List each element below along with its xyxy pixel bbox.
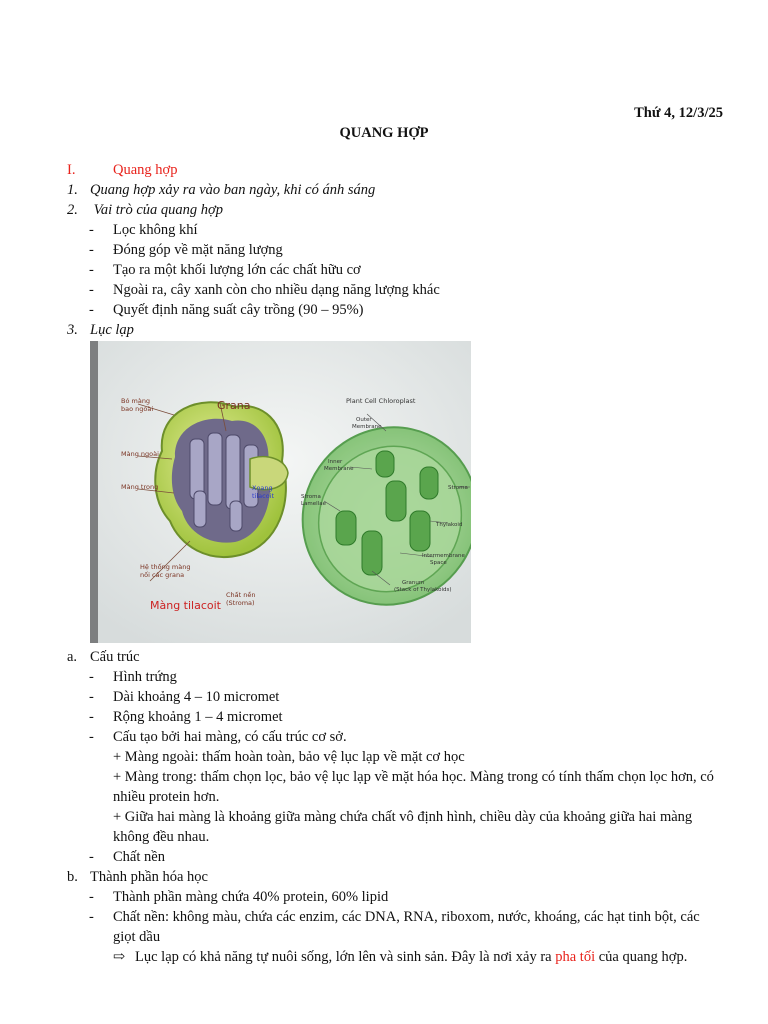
bullet xyxy=(67,727,723,747)
right-label: (Stack of Thylakoids) xyxy=(394,587,452,593)
subheading-b xyxy=(67,867,723,887)
left-label: Xoang xyxy=(252,484,273,492)
list-item-3 xyxy=(67,320,723,340)
list-item-2 xyxy=(67,200,723,220)
left-label: Grana xyxy=(217,399,251,412)
plus-line: + Giữa hai màng là khoảng giữa màng chứa chất vô định hình, chiều dày của khoảng giữa hai màng không đều nhau. xyxy=(113,809,693,845)
right-label: Stroma xyxy=(448,485,468,491)
dash: - xyxy=(89,222,94,238)
right-label: Intermembrane xyxy=(422,553,465,559)
list-number: 3. xyxy=(67,322,78,338)
plus-line: + Màng ngoài: thấm hoàn toàn, bảo vệ lục lạp về mặt cơ học xyxy=(113,749,465,765)
left-label: Chất nền xyxy=(226,591,256,599)
photo-edge xyxy=(90,341,98,643)
bullet-text: Cấu tạo bởi hai màng, có cấu trúc cơ sở. xyxy=(113,729,347,745)
left-label: Màng tilacoit xyxy=(150,599,221,612)
right-label: Inner xyxy=(328,459,343,465)
conclusion-before: Lục lạp có khả năng tự nuôi sống, lớn lên và sinh sản. Đây là nơi xảy ra xyxy=(135,949,556,965)
bullet xyxy=(67,687,723,707)
bullet-text: Hình trứng xyxy=(113,669,177,685)
dash: - xyxy=(89,262,94,278)
bullet xyxy=(67,280,723,300)
dash: - xyxy=(89,729,94,745)
bullet-text: Lọc không khí xyxy=(113,222,198,238)
arrow-icon: ⇨ xyxy=(113,949,126,965)
bullet-text: Quyết định năng suất cây trồng (90 – 95%) xyxy=(113,302,364,318)
section-numeral: I. xyxy=(67,162,76,178)
dash: - xyxy=(89,282,94,298)
right-label: Thylakoid xyxy=(436,522,463,528)
left-label: nối các grana xyxy=(140,571,185,579)
dash: - xyxy=(89,889,94,905)
left-label: tilacoit xyxy=(252,492,275,500)
dash: - xyxy=(89,669,94,685)
right-label: Space xyxy=(430,560,447,566)
bullet xyxy=(67,707,723,727)
left-label: Bó màng xyxy=(121,397,151,405)
dash: - xyxy=(89,242,94,258)
list-number: 2. xyxy=(67,202,78,218)
conclusion-highlight: pha tối xyxy=(555,949,596,965)
left-label: bao ngoài xyxy=(121,405,154,413)
conclusion-text xyxy=(135,947,723,967)
sub-title: Thành phần hóa học xyxy=(90,869,208,885)
bullet-text: Thành phần màng chứa 40% protein, 60% lipid xyxy=(113,889,389,905)
chloroplast-diagram xyxy=(90,341,471,643)
left-label: Hệ thống màng xyxy=(140,563,191,571)
list-text: Vai trò của quang hợp xyxy=(90,202,223,218)
right-label: Granum xyxy=(402,580,425,586)
list-item-1 xyxy=(67,180,723,200)
list-text: Lục lạp xyxy=(90,322,134,338)
bullet xyxy=(67,260,723,280)
bullet xyxy=(67,847,723,867)
dash: - xyxy=(89,849,94,865)
right-label: Membrane xyxy=(352,424,382,430)
right-title: Plant Cell Chloroplast xyxy=(346,397,416,405)
bullet-text: Dài khoảng 4 – 10 micromet xyxy=(113,689,280,705)
bullet-text: Chất nền: không màu, chứa các enzim, các DNA, RNA, riboxom, nước, khoáng, các hạt tinh bột, các giọt dầu xyxy=(113,909,700,945)
bullet-text: Chất nền xyxy=(113,849,165,865)
bullet xyxy=(67,300,723,320)
sub-title: Cấu trúc xyxy=(90,649,140,665)
document-body xyxy=(67,160,723,967)
list-text: Quang hợp xảy ra vào ban ngày, khi có ánh sáng xyxy=(90,182,376,198)
left-label: Màng ngoài xyxy=(121,450,159,458)
right-label: Stroma xyxy=(301,494,321,500)
chloroplast-figure xyxy=(90,341,471,643)
conclusion-line xyxy=(67,947,723,967)
bullet xyxy=(67,667,723,687)
sub-letter: b. xyxy=(67,869,78,885)
dash: - xyxy=(89,689,94,705)
section-title: Quang hợp xyxy=(113,162,178,178)
sub-letter: a. xyxy=(67,649,78,665)
bullet-text: Tạo ra một khối lượng lớn các chất hữu cơ xyxy=(113,262,361,278)
bullet xyxy=(67,887,723,907)
right-label: Membrane xyxy=(324,466,354,472)
bullet xyxy=(67,907,723,947)
bullet-text: Rộng khoảng 1 – 4 micromet xyxy=(113,709,283,725)
right-label: Outer xyxy=(356,417,372,423)
bullet-text: Đóng góp về mặt năng lượng xyxy=(113,242,283,258)
bullet xyxy=(67,240,723,260)
left-label: Màng trong xyxy=(121,483,159,491)
dash: - xyxy=(89,709,94,725)
list-number: 1. xyxy=(67,182,78,198)
date-line: Thứ 4, 12/3/25 xyxy=(634,105,723,121)
dash: - xyxy=(89,302,94,318)
subheading-a xyxy=(67,647,723,667)
plus-line: + Màng trong: thấm chọn lọc, bảo vệ lục lạp về mặt hóa học. Màng trong có tính thấm chọn lọc hơn, có nhiều protein hơn. xyxy=(113,769,714,805)
section-heading xyxy=(67,160,723,180)
document-title: QUANG HỢP xyxy=(339,125,429,141)
conclusion-after: của quang hợp. xyxy=(595,949,688,965)
right-label: Lamellae xyxy=(301,501,326,507)
dash: - xyxy=(89,909,94,925)
left-label: (Stroma) xyxy=(226,599,255,607)
bullet xyxy=(67,220,723,240)
bullet-text: Ngoài ra, cây xanh còn cho nhiều dạng năng lượng khác xyxy=(113,282,440,298)
